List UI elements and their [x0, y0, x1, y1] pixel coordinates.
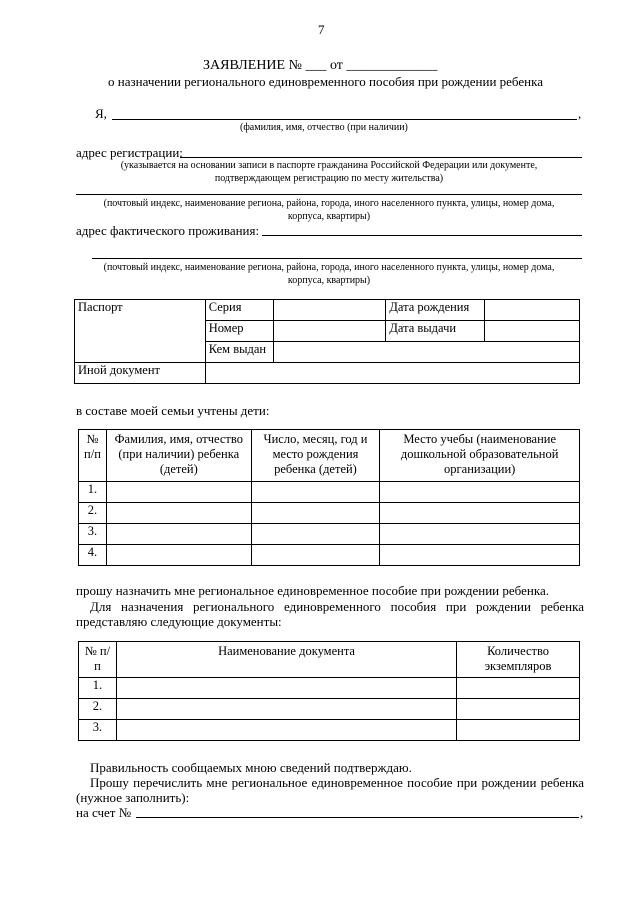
documents-header-name: Наименование документа	[116, 642, 456, 678]
applicant-end-mark: ,	[578, 106, 582, 121]
series-label: Серия	[205, 300, 273, 321]
other-doc-label: Иной документ	[75, 363, 206, 384]
birth-date-value[interactable]	[485, 300, 580, 321]
other-doc-value[interactable]	[205, 363, 579, 384]
registration-label: адрес регистрации:	[76, 145, 183, 160]
heading-from-word: от	[329, 58, 343, 73]
request-text: прошу назначить мне региональное единовременное пособие при рождении ребенка.	[76, 583, 549, 598]
account-label: на счет №	[76, 805, 132, 820]
issued-by-value[interactable]	[273, 342, 579, 363]
issued-by-label: Кем выдан	[205, 342, 273, 363]
registration-address-line-2[interactable]	[76, 194, 582, 195]
table-row: 4.	[79, 545, 107, 566]
child-name-cell[interactable]	[106, 545, 251, 566]
table-row: 1.	[79, 678, 117, 699]
document-count-cell[interactable]	[457, 699, 580, 720]
applicant-hint: (фамилия, имя, отчество (при наличии)	[240, 122, 408, 133]
children-table	[78, 429, 580, 566]
registration-address-line[interactable]	[180, 157, 582, 158]
heading-date-blank: _____________	[346, 58, 438, 73]
document-name-cell[interactable]	[116, 720, 456, 741]
child-school-cell[interactable]	[380, 545, 580, 566]
child-birth-cell[interactable]	[251, 524, 380, 545]
table-row: 1.	[79, 482, 107, 503]
document-count-cell[interactable]	[457, 678, 580, 699]
issue-date-value[interactable]	[485, 321, 580, 342]
child-birth-cell[interactable]	[251, 482, 380, 503]
document-name-cell[interactable]	[116, 678, 456, 699]
applicant-label: Я,	[95, 106, 107, 121]
heading-prefix: ЗАЯВЛЕНИЕ №	[203, 58, 302, 73]
registration-hint-1: (указывается на основании записи в паспорте гражданина Российской Федерации или документе,	[120, 160, 538, 171]
children-header-school: Место учебы (наименование дошкольной образовательной организации)	[380, 430, 580, 482]
table-row: 2.	[79, 503, 107, 524]
issue-date-label: Дата выдачи	[386, 321, 485, 342]
document-name-cell[interactable]	[116, 699, 456, 720]
documents-header-number: № п/п	[79, 642, 117, 678]
registration-address-hint-1: (почтовый индекс, наименование региона, района, города, иного населенного пункта, улицы, номер дома,	[103, 198, 555, 209]
actual-address-line[interactable]	[262, 235, 582, 236]
application-subtitle: о назначении регионального единовременного пособия при рождении ребенка	[108, 74, 543, 89]
actual-address-label: адрес фактического проживания:	[76, 223, 260, 238]
account-number-line[interactable]	[136, 817, 579, 818]
series-value[interactable]	[273, 300, 386, 321]
page-number: 7	[318, 22, 325, 37]
child-birth-cell[interactable]	[251, 545, 380, 566]
confirm-text: Правильность сообщаемых мною сведений подтверждаю.	[90, 760, 412, 775]
actual-address-hint-1: (почтовый индекс, наименование региона, района, города, иного населенного пункта, улицы, номер дома,	[103, 262, 555, 273]
heading-number-blank: ___	[305, 58, 327, 73]
application-heading	[203, 58, 437, 74]
child-school-cell[interactable]	[380, 482, 580, 503]
transfer-text: Прошу перечислить мне региональное единовременное пособие при рождении ребенка (нужное заполнить):	[76, 775, 584, 805]
account-end-mark: ,	[580, 805, 584, 820]
actual-address-line-2[interactable]	[92, 258, 582, 259]
passport-label: Паспорт	[75, 300, 206, 363]
table-row: 2.	[79, 699, 117, 720]
child-name-cell[interactable]	[106, 503, 251, 524]
documents-table	[78, 641, 580, 741]
registration-hint-2: подтверждающем регистрацию по месту жительства)	[214, 173, 444, 184]
table-row: 3.	[79, 720, 117, 741]
number-label: Номер	[205, 321, 273, 342]
actual-address-hint-2: корпуса, квартиры)	[287, 275, 371, 286]
number-value[interactable]	[273, 321, 386, 342]
children-header-number: № п/п	[79, 430, 107, 482]
child-school-cell[interactable]	[380, 503, 580, 524]
child-name-cell[interactable]	[106, 524, 251, 545]
child-name-cell[interactable]	[106, 482, 251, 503]
applicant-name-line[interactable]	[112, 119, 577, 120]
documents-header-count: Количество экземпляров	[457, 642, 580, 678]
children-header-name: Фамилия, имя, отчество (при наличии) ребенка (детей)	[106, 430, 251, 482]
children-header-birth: Число, месяц, год и место рождения ребенка (детей)	[251, 430, 380, 482]
children-intro: в составе моей семьи учтены дети:	[76, 403, 270, 418]
child-birth-cell[interactable]	[251, 503, 380, 524]
documents-intro: Для назначения регионального единовременного пособия при рождении ребенка представляю следующие документы:	[76, 599, 584, 629]
document-count-cell[interactable]	[457, 720, 580, 741]
registration-address-hint-2: корпуса, квартиры)	[287, 211, 371, 222]
child-school-cell[interactable]	[380, 524, 580, 545]
birth-date-label: Дата рождения	[386, 300, 485, 321]
passport-table	[74, 299, 580, 384]
table-row: 3.	[79, 524, 107, 545]
